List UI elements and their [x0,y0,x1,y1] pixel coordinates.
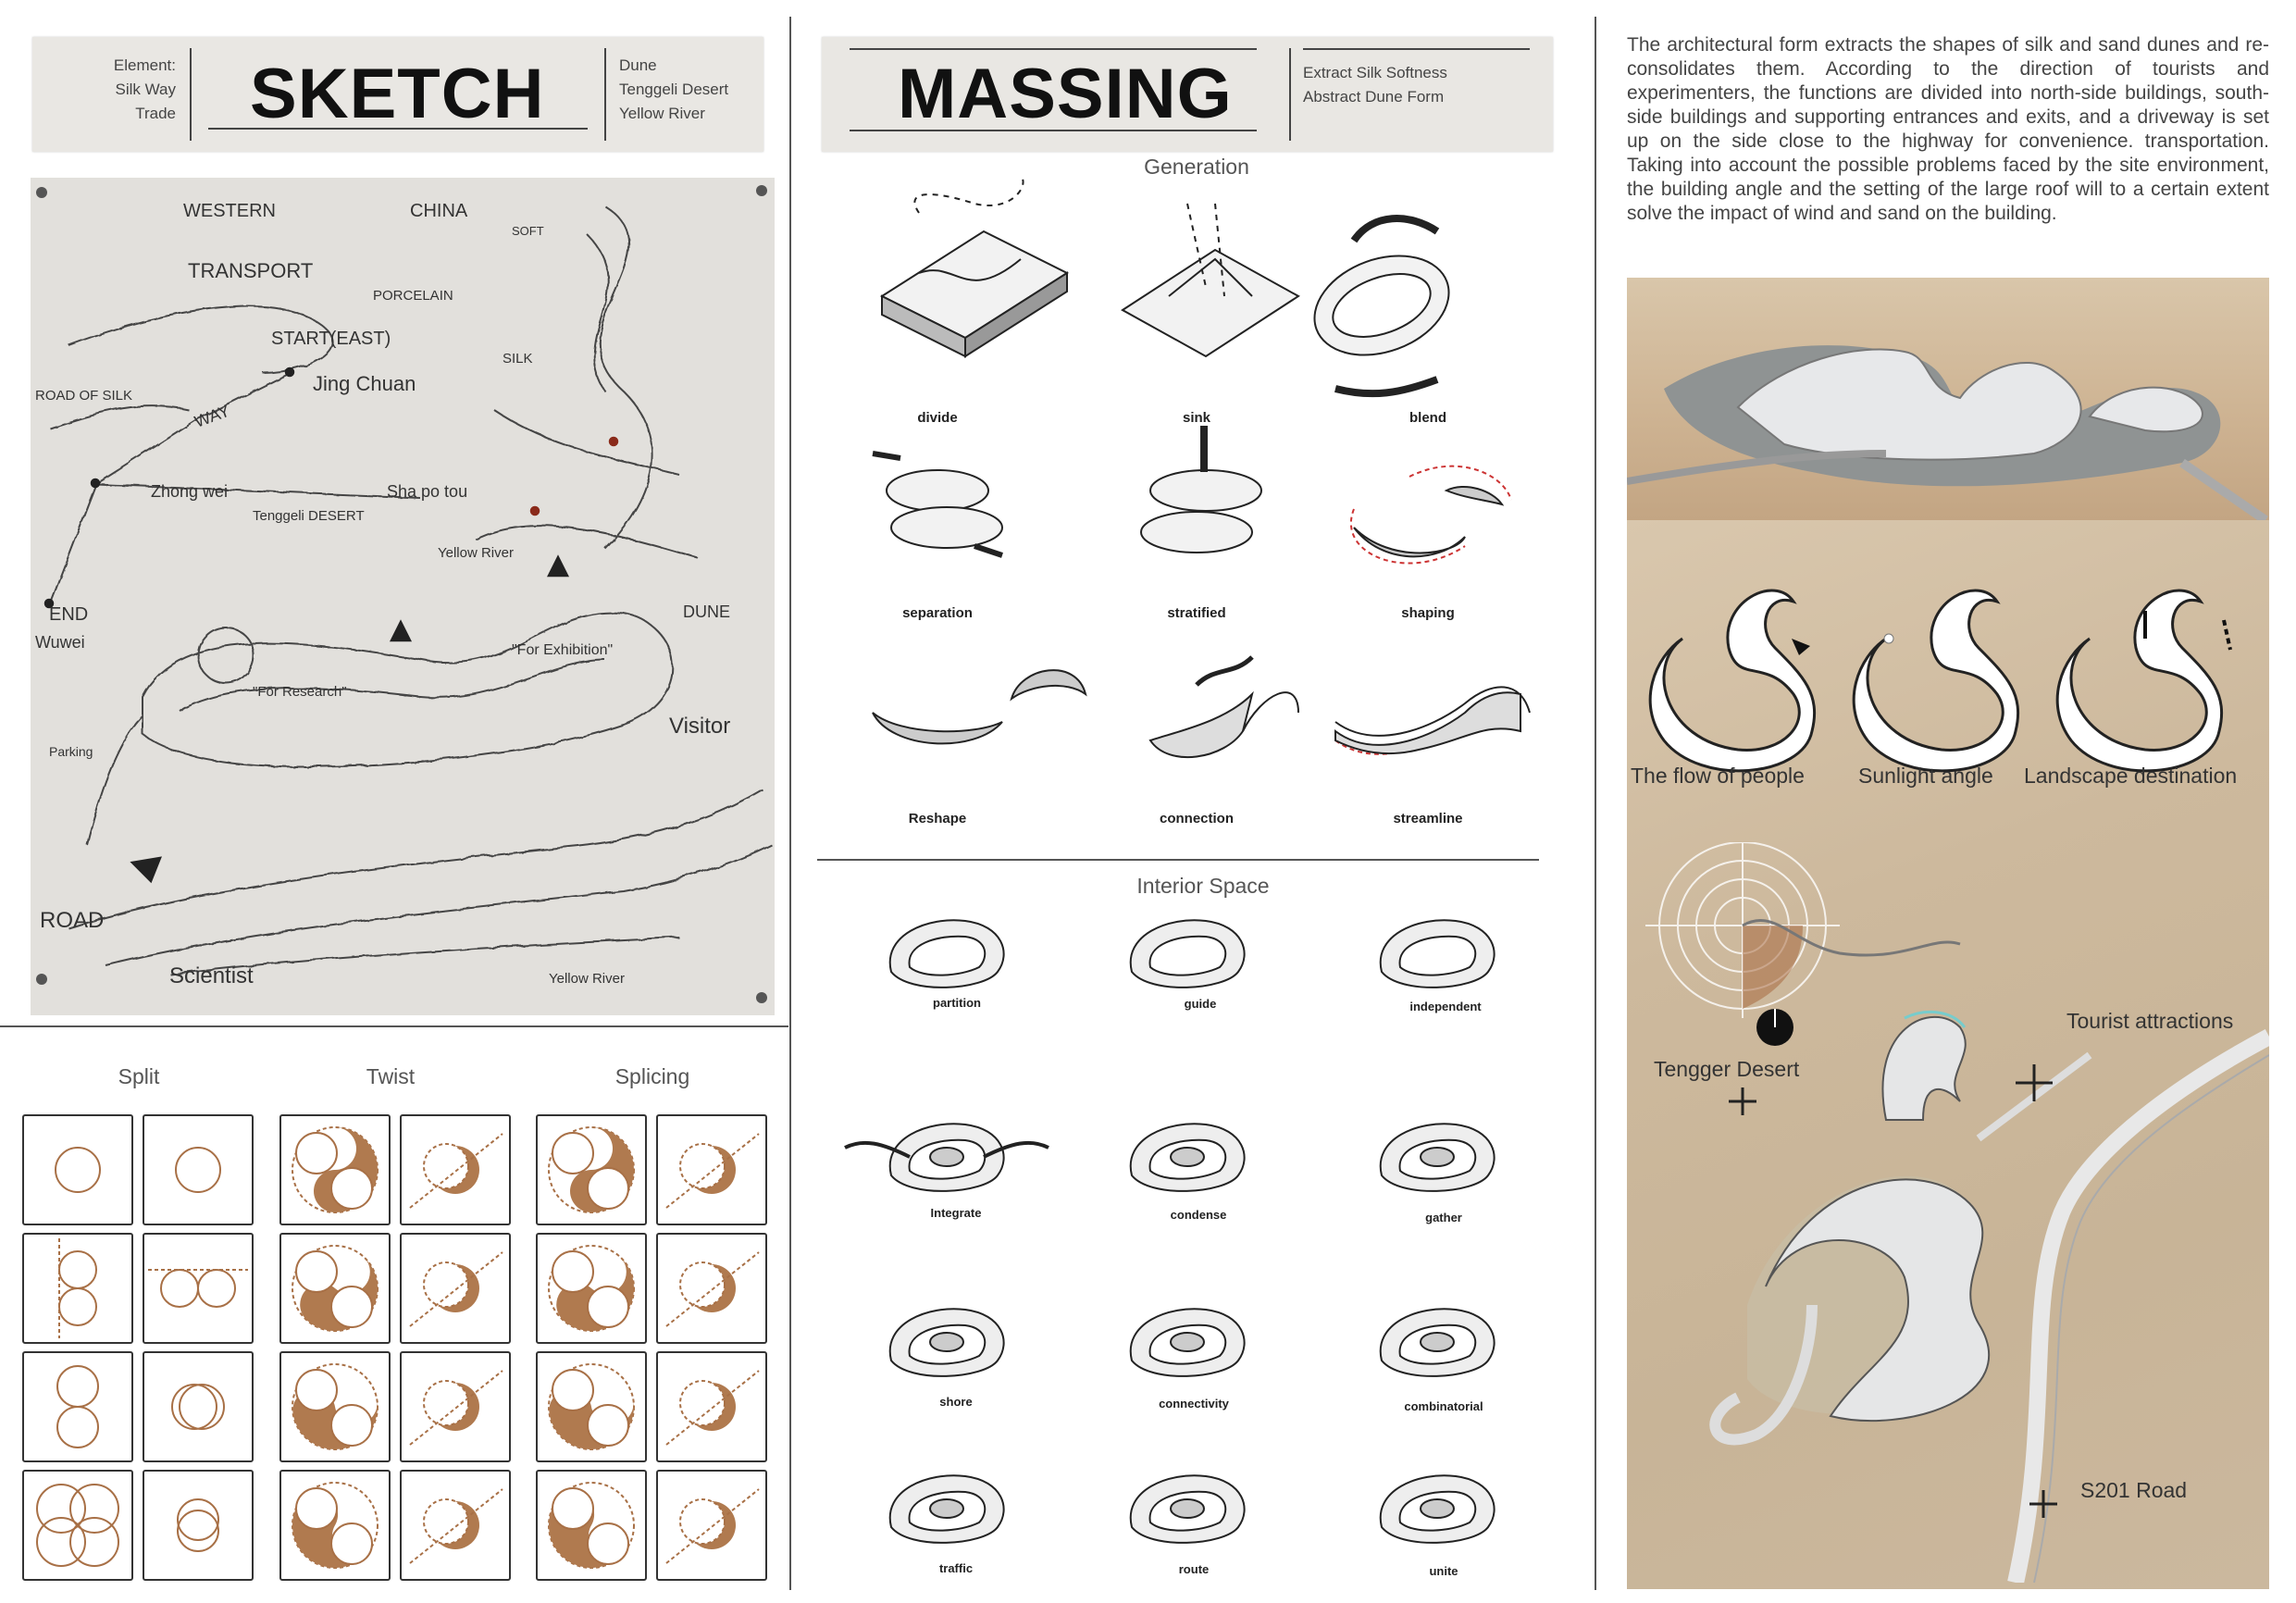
sketch-label-porcelain: PORCELAIN [373,288,453,304]
divider-sketch-bottom [0,1025,788,1027]
sketch-label-visitor: Visitor [669,714,731,739]
interior-label-gather: gather [1425,1211,1462,1224]
pin-icon [36,187,47,198]
interior-diagram [1131,920,1245,988]
analysis-label-sunlight: Sunlight angle [1858,764,1993,788]
generation-title: Generation [1144,155,1249,179]
sketch-label-start: START(EAST) [271,329,391,349]
interior-label-condense: condense [1170,1208,1227,1222]
gen-label-sink: sink [1182,410,1210,426]
gen-label-reshape: Reshape [908,811,967,826]
pattern-tile [537,1352,646,1461]
interior-label-partition: partition [933,996,981,1010]
site-plan [1627,842,2269,1583]
divider-right [1595,17,1596,1590]
pattern-label-twist: Twist [366,1064,416,1088]
sketch-label-dune: DUNE [683,603,731,621]
gen-label-divide: divide [917,410,958,426]
analysis-label-landscape: Landscape destination [2024,764,2238,788]
analysis-diagrams [1627,565,2269,777]
sketch-label-wuwei: Wuwei [35,633,85,652]
pattern-tile [23,1234,132,1343]
sketch-label-for-research: "For Research" [253,684,347,700]
interior-diagram [1131,1309,1245,1376]
pattern-tile [401,1234,510,1343]
pin-icon [36,974,47,985]
pattern-tile [537,1234,652,1348]
pattern-tile [23,1352,132,1461]
pattern-tile [401,1352,510,1461]
interior-diagram [890,1475,1004,1543]
sketch-label-for-exhibition: "For Exhibition" [512,642,614,658]
massing-header-right: Extract Silk Softness Abstract Dune Form [1303,64,1447,106]
pattern-tile [401,1115,510,1224]
interior-diagram [1131,1124,1245,1191]
sketch-header-left: Element: Silk Way Trade [113,56,176,122]
interior-diagram [1131,1475,1245,1543]
sketch-label-silk: SILK [503,351,533,367]
interior-diagram [1381,1124,1495,1191]
pattern-tile [23,1115,132,1224]
pattern-tile [23,1471,132,1580]
gen-label-stratified: stratified [1167,605,1226,621]
massing-title: MASSING [898,55,1233,133]
sketch-label-western: WESTERN [183,201,276,221]
interior-diagram [890,1309,1004,1376]
interior-title: Interior Space [1136,874,1270,898]
sketch-label-tenggeli: Tenggeli DESERT [253,508,365,524]
divider-massing-mid [817,859,1539,861]
pattern-tile [143,1234,253,1343]
interior-label-route: route [1178,1562,1210,1576]
sketch-title: SKETCH [250,55,545,133]
interior-diagram [845,1124,1049,1191]
sketch-label-scientist: Scientist [169,963,254,988]
site-label-road: S201 Road [2080,1478,2188,1502]
sketch-label-zhongwei: Zhong wei [151,482,229,501]
pattern-tile [277,1471,390,1583]
gen-label-streamline: streamline [1393,811,1463,826]
sketch-label-way: WAY [192,401,233,431]
pattern-label-split: Split [118,1064,160,1088]
sketch-label-end: END [49,604,89,625]
interior-label-connectivity: connectivity [1159,1397,1229,1410]
gen-label-blend: blend [1409,410,1446,426]
sketch-label-transport: TRANSPORT [188,259,314,282]
pattern-tile [537,1115,646,1224]
sketch-header-right: Dune Tenggeli Desert Yellow River [619,56,729,122]
pattern-tile [533,1471,646,1583]
sketch-svg [31,178,775,1015]
pattern-grid [0,1101,788,1583]
pattern-tile [143,1115,253,1224]
sketch-label-jingchuan: Jing Chuan [313,372,416,395]
site-label-desert: Tengger Desert [1654,1057,1800,1081]
pattern-tile [657,1352,766,1461]
interior-label-shore: shore [939,1395,973,1409]
pin-icon [756,185,767,196]
massing-header [822,37,1553,152]
sketch-label-yellow-river: Yellow River [438,545,514,561]
interior-diagram [1381,1309,1495,1376]
pattern-tile [401,1471,510,1580]
interior-label-traffic: traffic [938,1561,974,1575]
pattern-tile [280,1115,390,1224]
pattern-tile [657,1115,766,1224]
interior-label-combinatorial: combinatorial [1404,1399,1483,1413]
generation-diagrams [817,176,1558,842]
gen-label-connection: connection [1159,811,1234,826]
sketch-label-soft: SOFT [512,224,544,238]
analysis-label-flow: The flow of people [1631,764,1805,788]
sketch-label-china: CHINA [410,201,468,221]
interior-label-guide: guide [1184,997,1217,1011]
interior-diagram [890,920,1004,988]
pattern-tile [657,1471,766,1580]
sketch-label-road-of-silk: ROAD OF SILK [35,388,133,404]
description-text: The architectural form extracts the shapes of silk and sand dunes and re-consolidates them. According to the direction of tourists and experimenters, the functions are divided into north-side buildings, south-side buildings and supporting entrances and exits, and a driveway is set up on the side close to the highway for convenience. transportation. Taking into account the possible problems faced by the site environment, the building angle and the setting of the large roof will to a certain extent solve the impact of wind and sand on the building. [1627,34,2269,224]
pattern-tile [280,1234,395,1348]
interior-label-unite: unite [1429,1564,1458,1578]
sketch-label-parking: Parking [49,744,93,759]
interior-label-integrate: Integrate [930,1206,982,1220]
pattern-tile [143,1471,253,1580]
interior-diagram [1381,1475,1495,1543]
aerial-rendering [1627,278,2269,520]
pin-icon [756,992,767,1003]
gen-label-separation: separation [902,605,973,621]
sketch-drawing [31,178,775,1015]
pattern-tile [143,1352,253,1461]
site-label-tourist: Tourist attractions [2066,1009,2234,1033]
sketch-label-shapotou: Sha po tou [387,482,468,501]
pattern-label-splicing: Splicing [614,1064,690,1088]
gen-label-shaping: shaping [1401,605,1455,621]
sketch-label-yellow-river-2: Yellow River [549,971,625,987]
pattern-tile [657,1234,766,1343]
sketch-header [32,37,763,152]
sketch-label-road: ROAD [40,908,105,933]
interior-diagram [1381,920,1495,988]
divider-left [789,17,791,1590]
pattern-tile [280,1352,390,1461]
interior-label-independent: independent [1409,1000,1482,1013]
